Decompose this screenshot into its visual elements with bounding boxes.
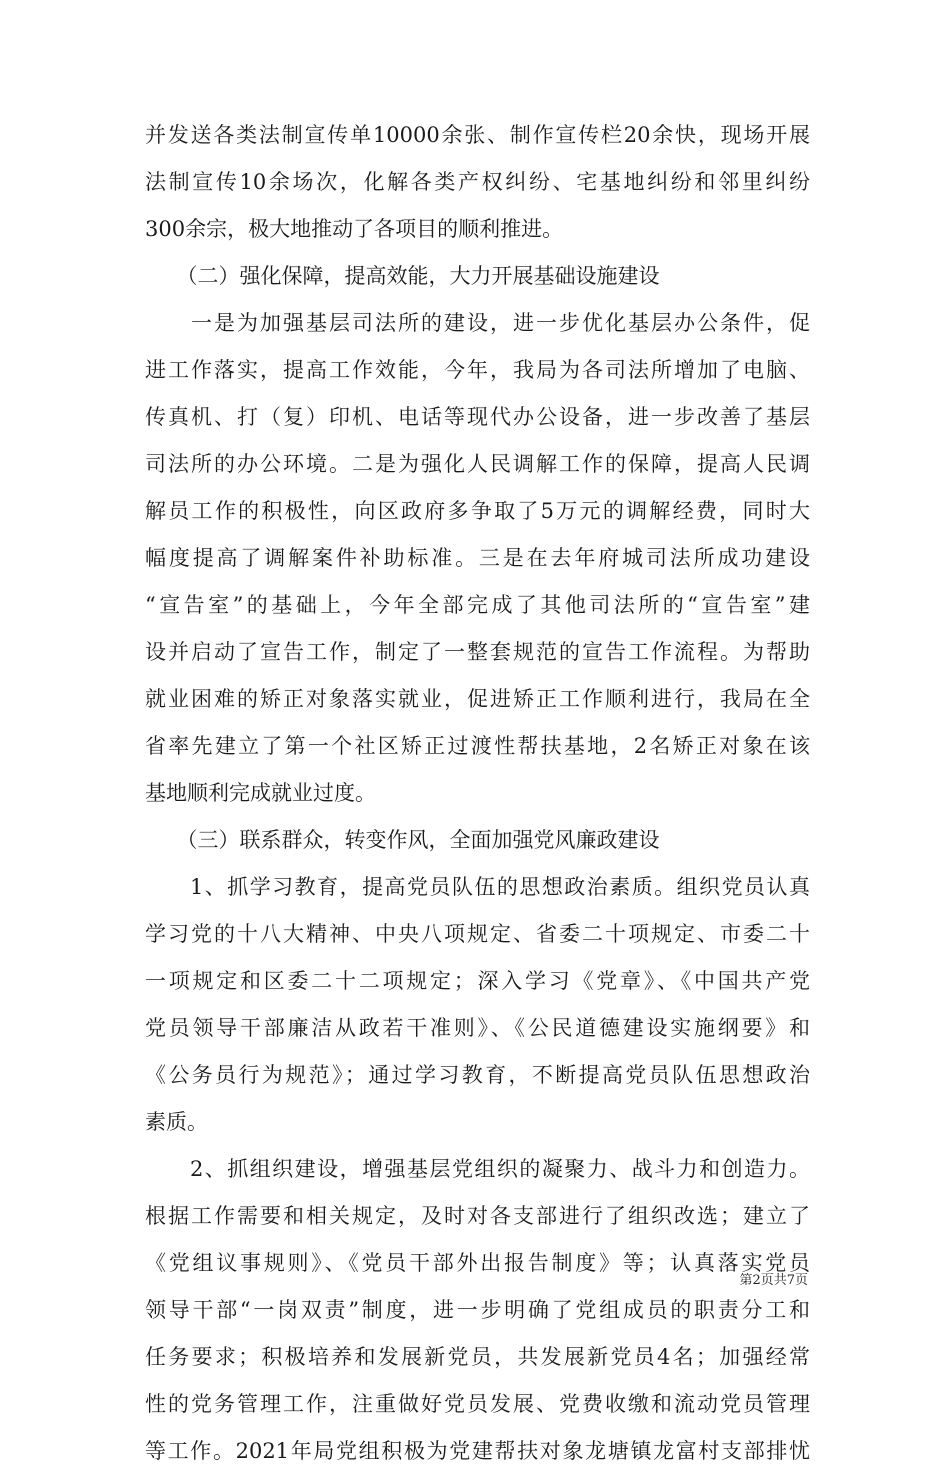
- text-line: 性的党务管理工作，注重做好党员发展、党费收缴和流动党员管理: [145, 1392, 810, 1416]
- text-line: 并发送各类法制宣传单10000余张、制作宣传栏20余快，现场开展: [145, 123, 810, 147]
- section-heading: （三）联系群众，转变作风，全面加强党风廉政建设: [145, 828, 660, 852]
- text-line: 解员工作的积极性，向区政府多争取了5万元的调解经费，同时大: [145, 499, 810, 523]
- page-number: 第2页共7页: [739, 1273, 808, 1288]
- text-line: 司法所的办公环境。二是为强化人民调解工作的保障，提高人民调: [145, 452, 810, 476]
- text-line: 素质。: [145, 1110, 208, 1134]
- text-line: 传真机、打（复）印机、电话等现代办公设备，进一步改善了基层: [145, 405, 810, 429]
- text-line: 《党组议事规则》、《党员干部外出报告制度》等；认真落实党员: [145, 1251, 810, 1275]
- text-line: 根据工作需要和相关规定，及时对各支部进行了组织改选；建立了: [145, 1204, 810, 1228]
- text-line: 一项规定和区委二十二项规定；深入学习《党章》、《中国共产党: [145, 969, 810, 993]
- text-line: 300余宗，极大地推动了各项目的顺利推进。: [145, 217, 564, 241]
- text-line: 学习党的十八大精神、中央八项规定、省委二十项规定、市委二十: [145, 922, 810, 946]
- text-line: 设并启动了宣告工作，制定了一整套规范的宣告工作流程。为帮助: [145, 640, 810, 664]
- section-heading: （二）强化保障，提高效能，大力开展基础设施建设: [145, 264, 660, 288]
- document-body: [145, 112, 810, 1475]
- text-line: 《公务员行为规范》；通过学习教育，不断提高党员队伍思想政治: [145, 1063, 810, 1087]
- text-line: “宣告室”的基础上，今年全部完成了其他司法所的“宣告室”建: [145, 593, 810, 617]
- text-line: 任务要求；积极培养和发展新党员，共发展新党员4名；加强经常: [145, 1345, 810, 1369]
- text-line: 等工作。2021年局党组积极为党建帮扶对象龙塘镇龙富村支部排忧: [145, 1439, 810, 1463]
- text-line: 就业困难的矫正对象落实就业，促进矫正工作顺利进行，我局在全: [145, 687, 810, 711]
- text-line: 1、抓学习教育，提高党员队伍的思想政治素质。组织党员认真: [145, 875, 810, 899]
- text-line: 领导干部“一岗双责”制度，进一步明确了党组成员的职责分工和: [145, 1298, 810, 1322]
- text-line: 幅度提高了调解案件补助标准。三是在去年府城司法所成功建设: [145, 546, 810, 570]
- text-line: 进工作落实，提高工作效能，今年，我局为各司法所增加了电脑、: [145, 358, 810, 382]
- text-line: 党员领导干部廉洁从政若干准则》、《公民道德建设实施纲要》和: [145, 1016, 810, 1040]
- text-line: 2、抓组织建设，增强基层党组织的凝聚力、战斗力和创造力。: [145, 1157, 810, 1181]
- text-line: 法制宣传10余场次，化解各类产权纠纷、宅基地纠纷和邻里纠纷: [145, 170, 810, 194]
- text-line: 省率先建立了第一个社区矫正过渡性帮扶基地，2名矫正对象在该: [145, 734, 810, 758]
- text-line: 基地顺利完成就业过度。: [145, 781, 376, 805]
- text-line: 一是为加强基层司法所的建设，进一步优化基层办公条件，促: [145, 311, 810, 335]
